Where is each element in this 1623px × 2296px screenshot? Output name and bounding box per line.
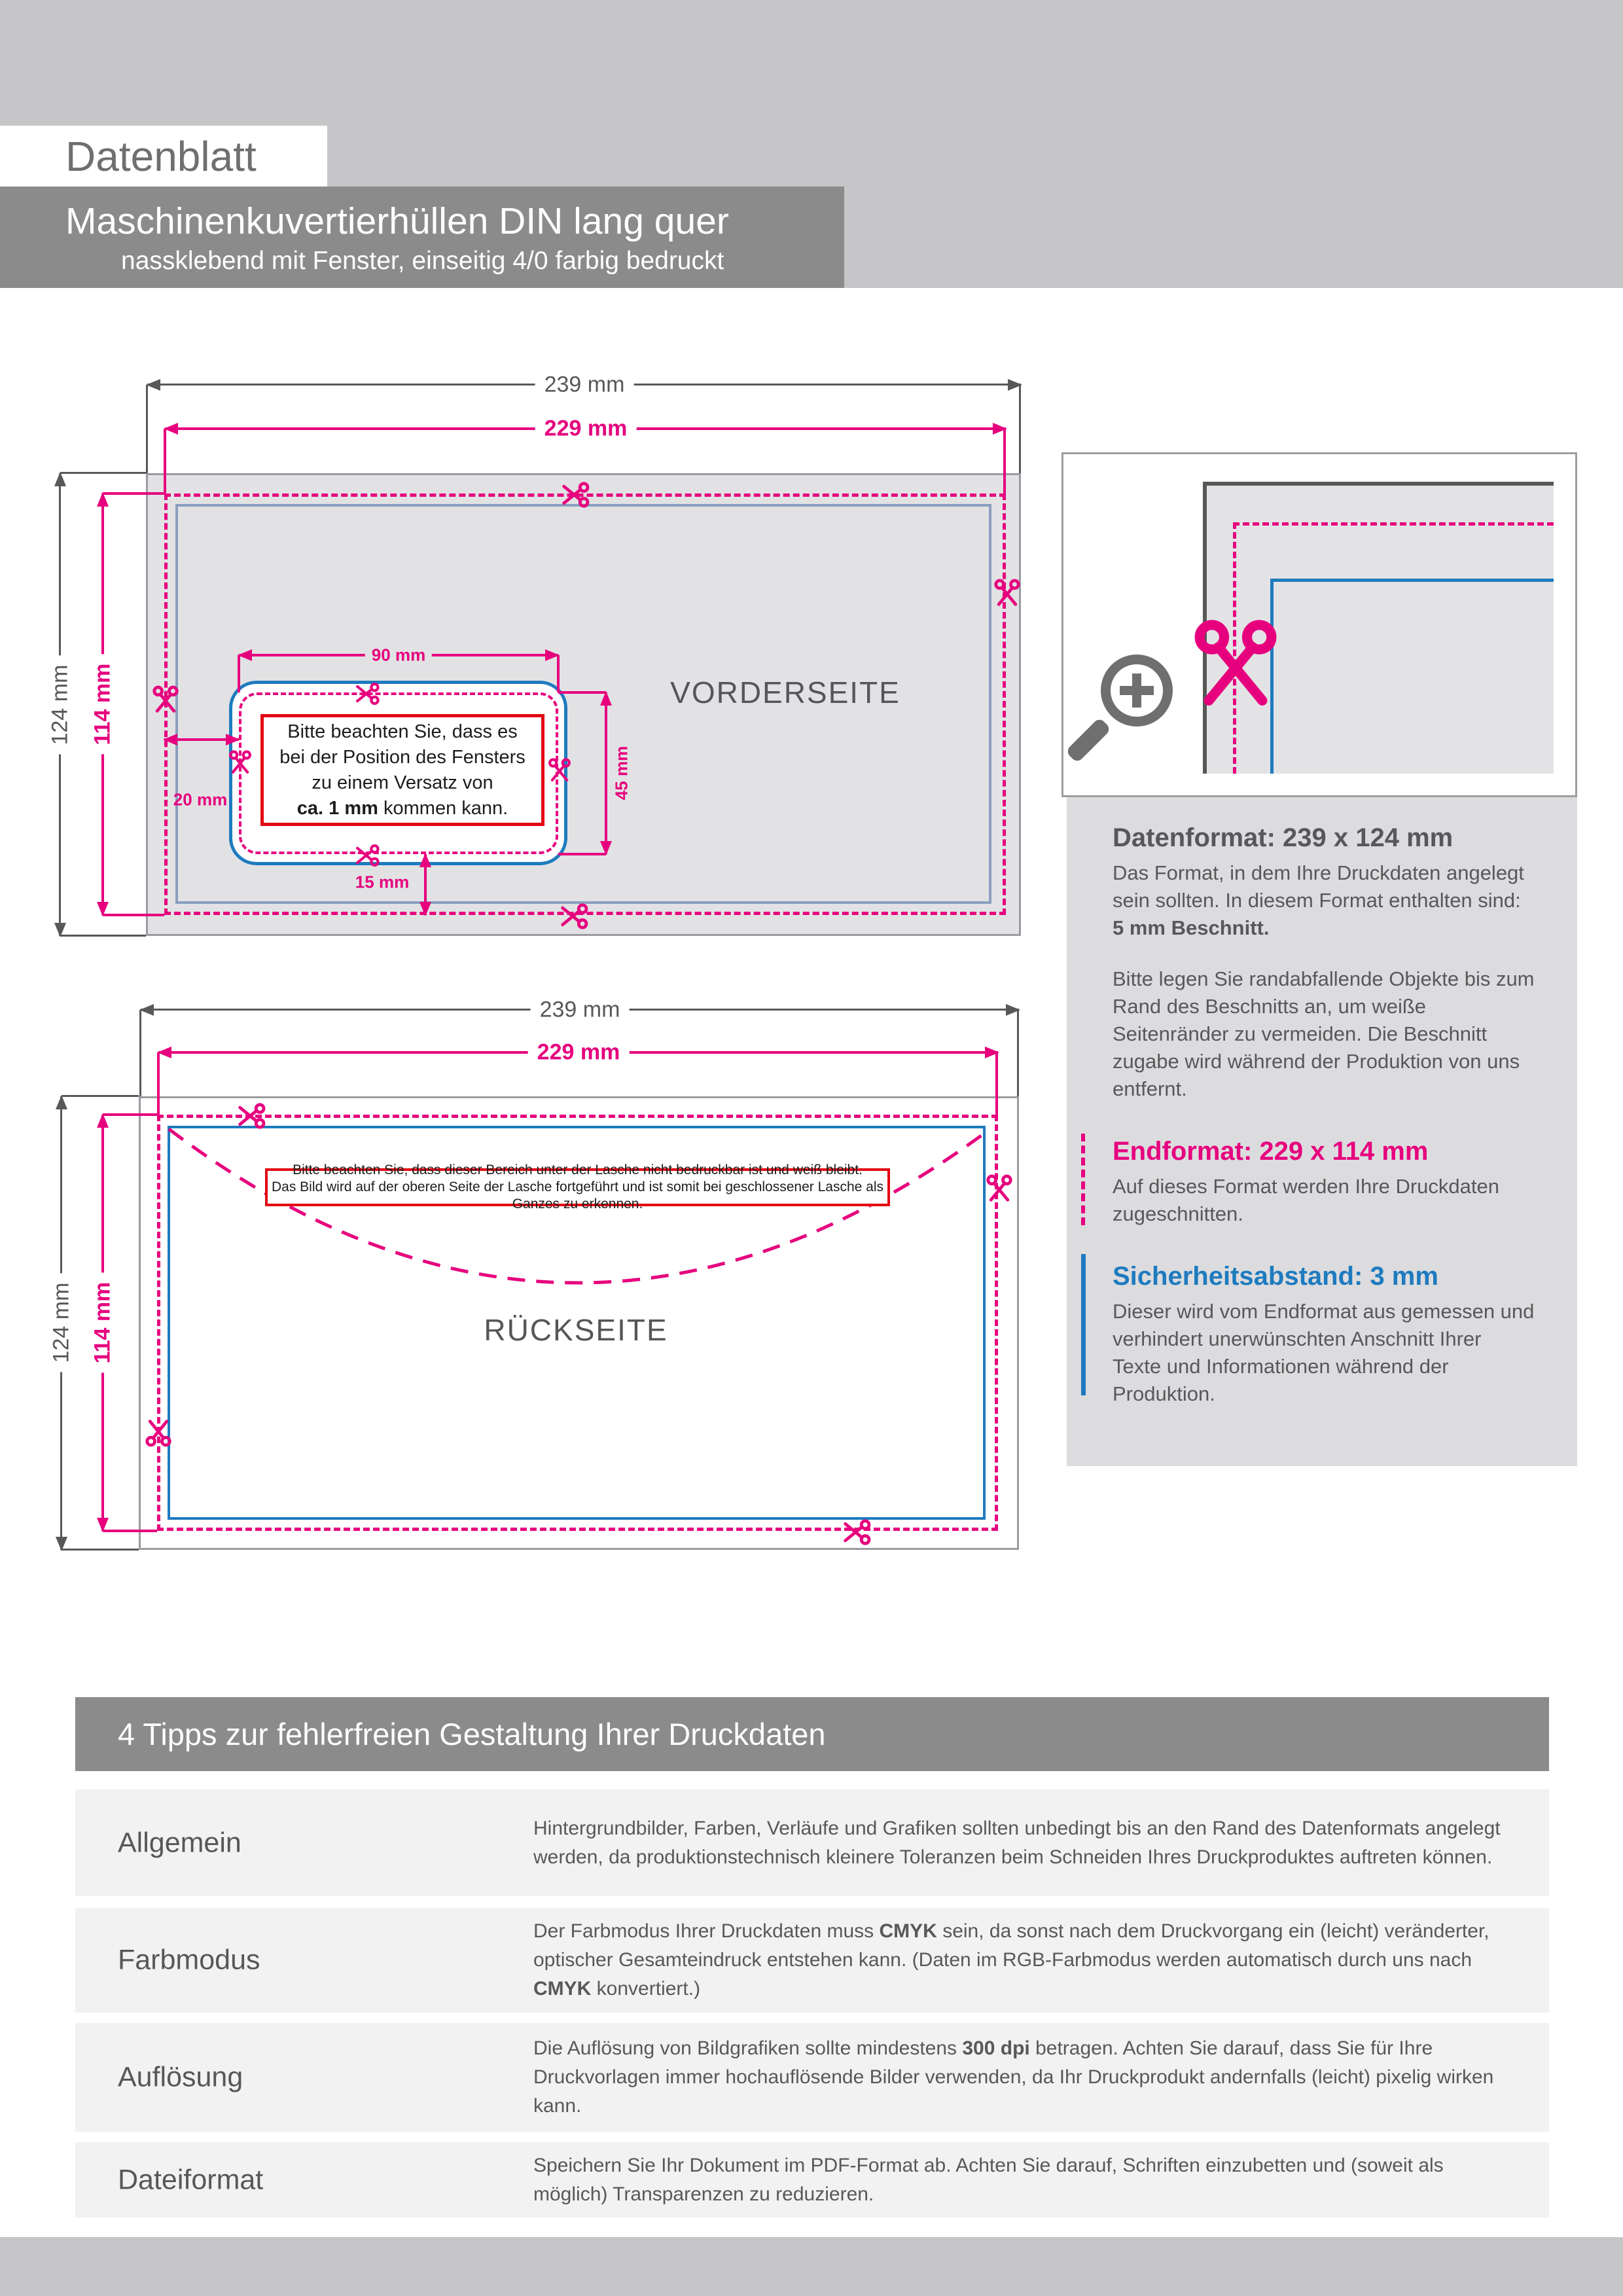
back-dim-229-ext-left xyxy=(157,1052,160,1115)
datenblatt-box xyxy=(0,126,327,187)
back-dim-124-label: 124 mm xyxy=(49,1274,75,1372)
scissors-icon xyxy=(238,1102,266,1130)
tip-text-segment: CMYK xyxy=(533,1978,592,2000)
front-dim-239-label: 239 mm xyxy=(535,372,634,398)
tips-title: 4 Tipps zur fehlerfreien Gestaltung Ihrer Druckdaten xyxy=(118,1717,826,1751)
back-dim-229-label: 229 mm xyxy=(528,1040,630,1066)
note-line: Das Bild wird auf der oberen Seite der Lasche fortgeführt und ist somit bei geschlossener Lasche als Ganzes zu erkennen. xyxy=(271,1179,883,1211)
front-dim-114-ext-bottom xyxy=(103,914,164,916)
scissors-icon xyxy=(228,749,253,774)
scissors-icon xyxy=(144,1419,173,1448)
tip-text-segment: konvertiert.) xyxy=(591,1978,701,2000)
front-dim-239-ext-right xyxy=(1019,385,1021,473)
tip-row-farbmodus xyxy=(75,1908,1549,2013)
scissors-icon xyxy=(985,1174,1014,1202)
tip-text-segment: Speichern Sie Ihr Dokument im PDF-Format ab. Achten Sie darauf, Schriften einzubetten und (soweit als möglich) Transparenzen zu reduzieren. xyxy=(533,2154,1444,2205)
safety-marker-line xyxy=(1081,1254,1086,1395)
datenformat-heading: Datenformat: 239 x 124 mm xyxy=(1113,823,1454,852)
front-dim-20-label: 20 mm xyxy=(173,789,228,810)
detail-dataformat-line-h xyxy=(1203,482,1554,486)
note-line: Bitte beachten Sie, dass es xyxy=(287,721,518,742)
front-dim-45-ext-top xyxy=(558,691,606,694)
front-dim-229-label: 229 mm xyxy=(535,416,637,442)
front-dim-229-ext-left xyxy=(164,429,166,493)
scissors-icon xyxy=(843,1518,872,1547)
front-dim-114-ext-top xyxy=(103,492,164,495)
endformat-heading: Endformat: 229 x 114 mm xyxy=(1113,1137,1429,1166)
back-dim-239-ext-left xyxy=(139,1010,141,1096)
tips-header xyxy=(75,1697,1549,1771)
scissors-icon xyxy=(993,578,1022,607)
datenformat-text-normal: Das Format, in dem Ihre Druckdaten angelegt sein sollten. In diesem Format enthalten sind: xyxy=(1113,861,1524,912)
tip-label: Auflösung xyxy=(118,2061,243,2093)
tip-text-segment: Hintergrundbilder, Farben, Verläufe und Grafiken sollten unbedingt bis an den Rand des Datenformats angelegt werden, da produktionstechnisch kleinere Toleranzen beim Schneiden Ihres Druckproduktes auftreten können. xyxy=(533,1817,1501,1868)
datenformat-text-bold: 5 mm Beschnitt. xyxy=(1113,916,1270,939)
tip-row-dateiformat xyxy=(75,2142,1549,2217)
product-band xyxy=(0,187,844,288)
endformat-text: Auf dieses Format werden Ihre Druckdaten zugeschnitten. xyxy=(1113,1175,1499,1225)
back-dim-114-ext-bottom xyxy=(103,1530,157,1532)
tip-row-aufloesung xyxy=(75,2023,1549,2132)
detail-safety-line-h xyxy=(1270,579,1554,582)
tip-label: Dateiformat xyxy=(118,2164,264,2195)
front-dim-45-label: 45 mm xyxy=(612,740,632,806)
note-line: Bitte beachten Sie, dass dieser Bereich unter der Lasche nicht bedruckbar ist und weiß bleibt. xyxy=(293,1162,863,1177)
bleed-text: Bitte legen Sie randabfallende Objekte bis zum Rand des Beschnitts an, um weiße Seitenränder zu vermeiden. Die Beschnitt zugabe wird während der Produktion von uns entfernt. xyxy=(1113,967,1535,1100)
scissors-icon xyxy=(1190,617,1281,708)
front-dim-45-line xyxy=(605,692,607,854)
tip-text-segment: sein, da sonst nach dem Druckvorgang ein (leicht) veränderter, optischer Gesamteindruck entstehen kann. (Daten im RGB-Farbmodus werden automatisch durch uns nach xyxy=(533,1920,1489,1971)
back-dim-239-ext-right xyxy=(1017,1010,1019,1096)
front-dim-229-ext-right xyxy=(1003,429,1006,493)
tip-label: Allgemein xyxy=(118,1827,241,1858)
front-dim-15-line xyxy=(424,854,427,915)
magnifier-plus-icon xyxy=(1132,673,1141,708)
tip-text-segment: 300 dpi xyxy=(962,2037,1030,2059)
scissors-icon xyxy=(560,902,589,931)
endformat-marker-line xyxy=(1081,1134,1085,1225)
scissors-icon xyxy=(355,843,380,868)
scissors-icon xyxy=(355,681,380,706)
product-subtitle: nassklebend mit Fenster, einseitig 4/0 farbig bedruckt xyxy=(121,246,724,275)
tip-text xyxy=(533,2151,1508,2209)
front-dim-15-label: 15 mm xyxy=(355,872,410,892)
front-side-label: VORDERSEITE xyxy=(670,675,901,709)
note-line: bei der Position des Fensters xyxy=(279,746,526,768)
back-side-label: RÜCKSEITE xyxy=(484,1313,668,1347)
front-dim-20-line xyxy=(164,738,239,741)
tip-text xyxy=(533,2034,1508,2121)
tip-text-segment: CMYK xyxy=(879,1920,937,1942)
back-dim-114-ext-top xyxy=(103,1113,157,1116)
page-title: Datenblatt xyxy=(65,132,257,180)
safety-text: Dieser wird vom Endformat aus gemessen und verhindert unerwünschten Anschnitt Ihrer Texte und Informationen während der Produktion. xyxy=(1113,1300,1535,1405)
tip-text-segment: betragen. Achten Sie darauf, dass Sie für Ihre Druckvorlagen immer hochauflösende Bilder verwenden, da Ihr Druckprodukt andernfalls (leicht) pixelig wirken kann. xyxy=(533,2037,1494,2117)
note-line: zu einem Versatz von xyxy=(312,772,493,793)
scissors-icon xyxy=(547,757,572,782)
back-dim-124-ext-top xyxy=(62,1095,139,1097)
note-bold: ca. 1 mm xyxy=(296,797,378,819)
tip-text-segment: Die Auflösung von Bildgrafiken sollte mindestens xyxy=(533,2037,963,2059)
back-dim-124-ext-bottom xyxy=(62,1549,139,1551)
front-dim-239-ext-left xyxy=(146,385,148,473)
format-info-panel xyxy=(1067,797,1577,1466)
product-title: Maschinenkuvertierhüllen DIN lang quer xyxy=(65,200,729,242)
tip-label: Farbmodus xyxy=(118,1944,260,1976)
note-rest: kommen kann. xyxy=(378,797,508,819)
tip-text xyxy=(533,1917,1508,2003)
tip-text xyxy=(533,1814,1508,1872)
tip-row-allgemein xyxy=(75,1789,1549,1896)
safety-heading: Sicherheitsabstand: 3 mm xyxy=(1113,1262,1438,1291)
detail-cut-line-h xyxy=(1233,522,1554,526)
back-dim-114-label: 114 mm xyxy=(90,1273,116,1373)
back-flap-note-box xyxy=(265,1162,890,1211)
scissors-icon xyxy=(151,685,180,713)
front-dim-124-ext-bottom xyxy=(60,935,146,937)
datenformat-text xyxy=(1113,859,1535,942)
front-dim-45-ext-bottom xyxy=(558,853,606,855)
footer-band xyxy=(0,2237,1623,2296)
scissors-icon xyxy=(562,480,590,509)
front-dim-90-ext-left xyxy=(238,655,240,692)
front-dim-114-label: 114 mm xyxy=(90,655,116,755)
front-dim-90-ext-right xyxy=(557,655,560,692)
front-dim-124-ext-top xyxy=(60,472,146,474)
tip-text-segment: Der Farbmodus Ihrer Druckdaten muss xyxy=(533,1920,880,1942)
front-dim-124-label: 124 mm xyxy=(48,656,73,755)
back-dim-229-ext-right xyxy=(995,1052,998,1115)
note-line xyxy=(297,796,508,821)
back-dim-239-label: 239 mm xyxy=(531,997,630,1023)
front-window-note-box xyxy=(260,714,544,826)
front-dim-90-label: 90 mm xyxy=(365,645,432,666)
